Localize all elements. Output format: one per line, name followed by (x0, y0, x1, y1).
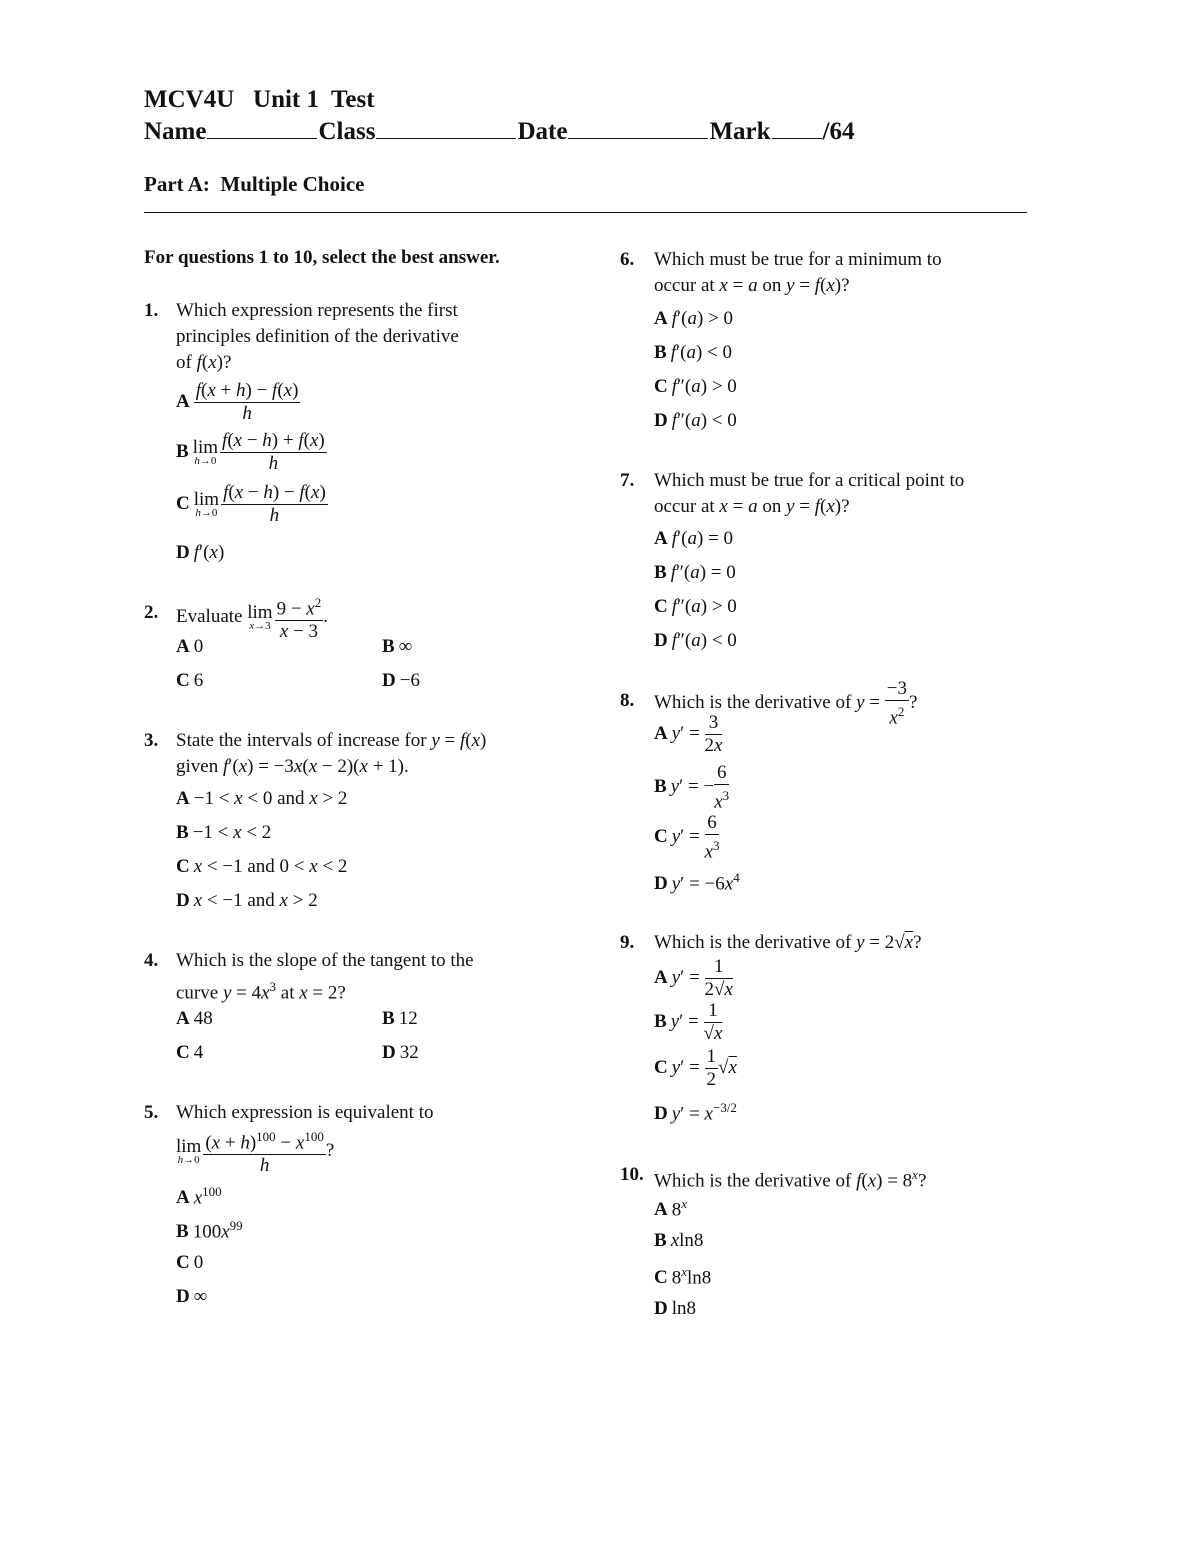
question-number: 6. (620, 249, 635, 270)
question-text: Which must be true for a critical point to (654, 470, 965, 491)
question-text: Which expression is equivalent to (176, 1102, 434, 1123)
question-text: Which is the derivative of y = 2√x? (654, 932, 922, 953)
option-6b[interactable]: B f′(a) < 0 (654, 342, 732, 363)
option-2b[interactable] (382, 636, 412, 658)
test-title: MCV4U Unit 1 Test (144, 86, 375, 113)
question-text: given f′(x) = −3x(x − 2)(x + 1). (176, 756, 409, 777)
option-2d[interactable] (382, 670, 420, 692)
option-letter: D (654, 1298, 668, 1319)
section-title: Part A: Multiple Choice (144, 172, 365, 196)
option-text: ln8 (671, 1298, 697, 1319)
option-letter: B (176, 440, 189, 462)
option-2c[interactable] (176, 670, 203, 692)
option-5c[interactable] (176, 1252, 203, 1274)
section-divider (144, 212, 1027, 213)
option-9b[interactable]: B y′ = $\frac{1}{√x}$ (654, 1000, 723, 1044)
question-number: 7. (620, 470, 635, 491)
question-text: principles definition of the derivative (176, 326, 459, 347)
option-letter: C (654, 376, 668, 397)
option-letter: B (382, 636, 395, 657)
question-number: 4. (144, 950, 159, 971)
option-8c[interactable]: C y′ = $\frac{6}{x^3}$ (654, 812, 720, 863)
option-3b[interactable]: B −1 < x < 2 (176, 822, 272, 843)
question-text: Which is the slope of the tangent to the (176, 950, 474, 971)
option-8b[interactable]: B y′ = − $\frac{6}{x^3}$ (654, 762, 730, 813)
option-letter: B (176, 1221, 189, 1243)
option-letter: C (176, 856, 190, 877)
date-blank (568, 137, 708, 139)
option-letter: D (654, 630, 668, 651)
option-7d[interactable]: D f″(a) < 0 (654, 630, 737, 651)
option-1c[interactable]: C lim h→0 $\frac{f(x - h) - f(x)}{h}$ (176, 482, 326, 526)
option-text: −6 (399, 670, 420, 691)
option-4c[interactable] (176, 1042, 203, 1064)
option-letter: A (176, 1008, 190, 1029)
question-text: Which must be true for a minimum to (654, 249, 942, 270)
option-10c[interactable]: C 8$^x$ln8 (654, 1264, 712, 1289)
question-text: curve $y = 4x^3$ at x = 2? (176, 979, 346, 1004)
option-5a[interactable]: A $x^{100}$ (176, 1184, 222, 1209)
option-4d[interactable] (382, 1042, 419, 1064)
option-7c[interactable]: C f″(a) > 0 (654, 596, 737, 617)
option-letter: C (654, 1056, 668, 1078)
option-text: ∞ (398, 636, 413, 657)
option-6a[interactable]: A f′(a) > 0 (654, 308, 734, 329)
option-7a[interactable]: A f′(a) = 0 (654, 528, 734, 549)
option-text: 12 (398, 1008, 418, 1029)
option-10a[interactable]: A 8$^x$ (654, 1196, 688, 1221)
mark-blank (772, 137, 822, 139)
option-letter: A (176, 1187, 190, 1209)
option-5d[interactable] (176, 1286, 207, 1308)
question-text: Which is the derivative of y = $\frac{-3}{x^2}$ ? (654, 678, 918, 729)
option-3a[interactable]: A −1 < x < 0 and x > 2 (176, 788, 348, 809)
option-9a[interactable]: A y′ = $\frac{1}{2√x}$ (654, 956, 733, 1000)
question-text: occur at x = a on y = f(x)? (654, 496, 850, 517)
option-letter: B (382, 1008, 395, 1029)
option-6d[interactable]: D f″(a) < 0 (654, 410, 737, 431)
option-letter: B (654, 776, 667, 798)
option-10d[interactable] (654, 1298, 696, 1320)
option-letter: C (654, 826, 668, 848)
option-3c[interactable]: C x < −1 and 0 < x < 2 (176, 856, 348, 877)
option-8a[interactable]: A y′ = $\frac{3}{2x}$ (654, 712, 723, 756)
question-number: 3. (144, 730, 159, 751)
option-text: 48 (193, 1008, 213, 1029)
option-letter: C (176, 1042, 190, 1063)
option-text: 0 (193, 636, 204, 657)
option-letter: D (654, 1103, 668, 1125)
question-text: Evaluate lim x→3 $\frac{9 - x^2}{x - 3}$ . (176, 592, 328, 643)
option-letter: A (654, 966, 668, 988)
class-label: Class (318, 118, 376, 145)
option-letter: A (176, 788, 190, 809)
date-label: Date (517, 118, 568, 145)
option-9c[interactable]: C y′ = $\frac{1}{2}$ √x (654, 1046, 737, 1090)
option-1a[interactable]: A $\frac{f(x + h) - f(x)}{h}$ (176, 380, 299, 424)
name-label: Name (144, 118, 207, 145)
option-letter: B (654, 342, 667, 363)
question-number: 10. (620, 1164, 644, 1185)
option-letter: D (382, 670, 396, 691)
option-letter: C (654, 596, 668, 617)
mark-total: /64 (822, 118, 855, 145)
instructions: For questions 1 to 10, select the best answer. (144, 247, 500, 268)
option-text: 0 (193, 1252, 204, 1273)
option-4a[interactable] (176, 1008, 213, 1030)
question-number: 1. (144, 300, 159, 321)
question-number: 2. (144, 602, 159, 623)
class-blank (376, 137, 516, 139)
option-letter: C (176, 1252, 190, 1273)
option-letter: B (654, 562, 667, 583)
option-5b[interactable]: B $100x^{99}$ (176, 1218, 243, 1243)
option-1d[interactable]: D f′(x) (176, 542, 225, 563)
option-letter: A (654, 722, 668, 744)
question-text: lim h→0 $\frac{(x + h)^{100} - x^{100}}{h}$ ? (176, 1126, 334, 1177)
question-text: State the intervals of increase for y = f(x) (176, 730, 487, 751)
option-7b[interactable]: B f″(a) = 0 (654, 562, 736, 583)
question-number: 8. (620, 690, 635, 711)
option-letter: D (654, 410, 668, 431)
option-1b[interactable]: B lim h→0 $\frac{f(x - h) + f(x)}{h}$ (176, 430, 325, 474)
option-letter: C (176, 492, 190, 514)
option-letter: A (176, 636, 190, 657)
option-2a[interactable] (176, 636, 203, 658)
option-letter: A (176, 390, 190, 412)
question-text: occur at x = a on y = f(x)? (654, 275, 850, 296)
name-blank (207, 137, 317, 139)
option-letter: D (654, 873, 668, 895)
option-8d[interactable]: D $y' = -6x^4$ (654, 870, 740, 895)
option-10b[interactable]: B xln8 (654, 1230, 704, 1251)
student-info-line (144, 118, 855, 146)
question-text: Which is the derivative of $f(x) = 8^x$? (654, 1167, 927, 1192)
option-letter: A (654, 1199, 668, 1221)
question-number: 5. (144, 1102, 159, 1123)
option-9d[interactable]: D $y' = x^{-3/2}$ (654, 1100, 737, 1125)
option-letter: D (176, 542, 190, 563)
question-number: 9. (620, 932, 635, 953)
question-text: of f(x)? (176, 352, 232, 373)
option-text: 6 (193, 670, 204, 691)
option-text: ∞ (193, 1286, 208, 1307)
option-text: 32 (399, 1042, 419, 1063)
option-letter: B (654, 1010, 667, 1032)
option-letter: D (176, 1286, 190, 1307)
option-letter: B (176, 822, 189, 843)
mark-label: Mark (709, 118, 771, 145)
option-letter: C (176, 670, 190, 691)
option-text: 4 (193, 1042, 204, 1063)
option-4b[interactable] (382, 1008, 418, 1030)
option-letter: C (654, 1267, 668, 1289)
option-letter: A (654, 308, 668, 329)
option-letter: D (176, 890, 190, 911)
question-text: Which expression represents the first (176, 300, 458, 321)
option-letter: B (654, 1230, 667, 1251)
option-letter: A (654, 528, 668, 549)
option-6c[interactable]: C f″(a) > 0 (654, 376, 737, 397)
option-letter: D (382, 1042, 396, 1063)
option-3d[interactable]: D x < −1 and x > 2 (176, 890, 318, 911)
